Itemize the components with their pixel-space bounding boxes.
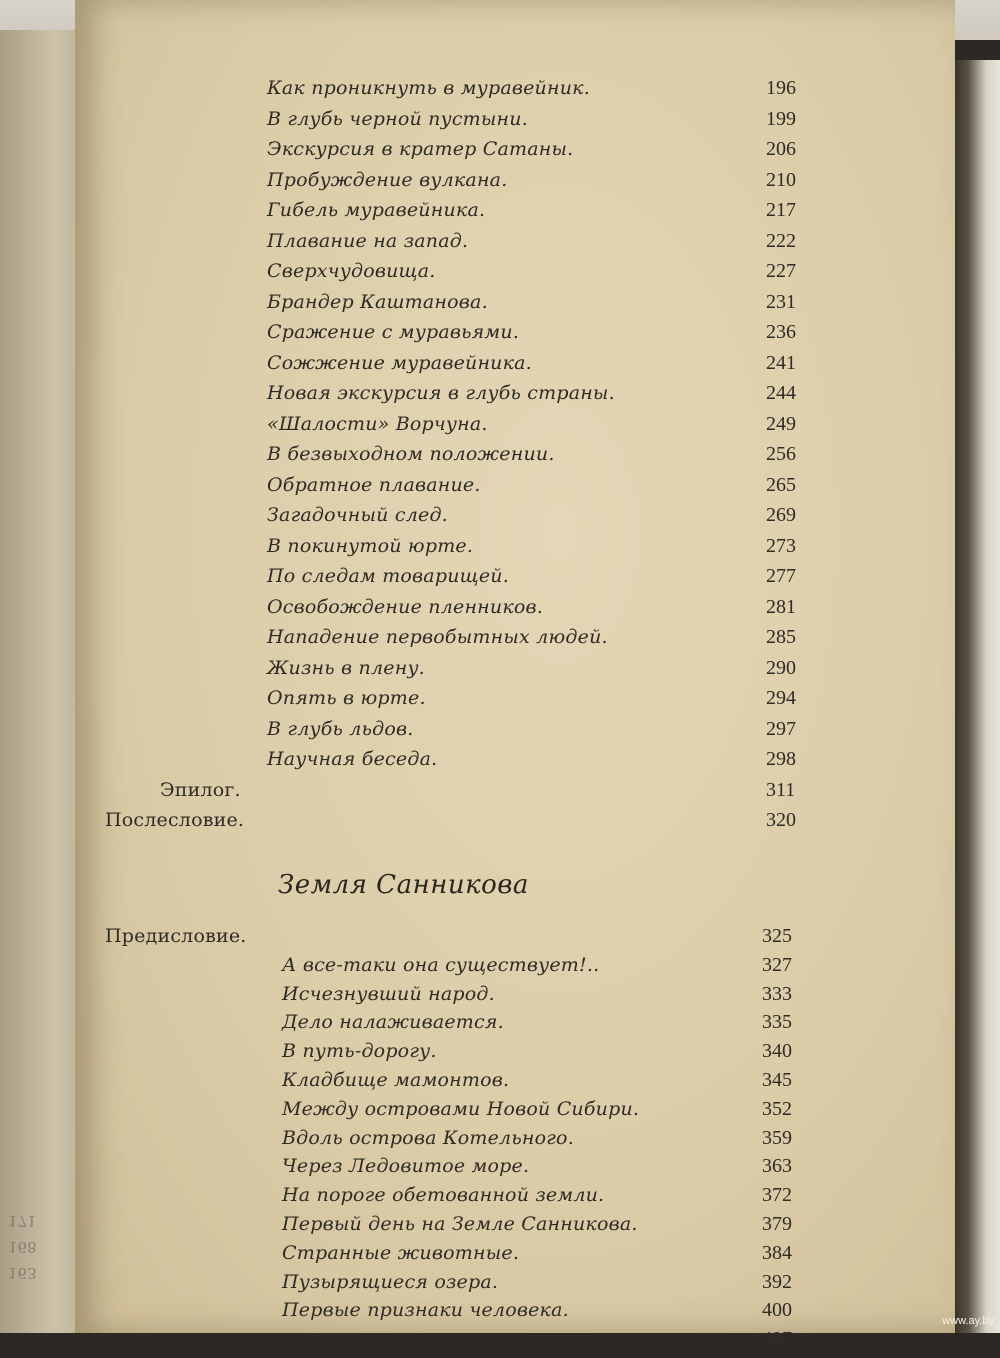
toc-entry [75, 230, 955, 260]
toc-entry-title: Дело налаживается. [282, 1011, 504, 1034]
toc-entry-page-number: 359 [762, 1126, 792, 1149]
toc-entry-title: Первые признаки человека. [282, 1299, 569, 1322]
toc-entry-page-number: 327 [762, 953, 792, 976]
toc-entry [75, 718, 955, 748]
toc-entry-title: Пузырящиеся озера. [282, 1270, 499, 1293]
toc-entry-page-number: 311 [766, 778, 796, 801]
toc-entry [75, 291, 955, 321]
toc-entry-page-number: 325 [762, 925, 792, 947]
toc-entry-title: Научная беседа. [267, 748, 438, 770]
toc-entry-page-number: 363 [762, 1155, 792, 1178]
toc-entry-page-number: 294 [766, 687, 796, 709]
toc-entry-page-number: 340 [762, 1040, 792, 1063]
toc-entry-title: Через Ледовитое море. [282, 1155, 530, 1178]
toc-entry-page-number: 333 [762, 982, 792, 1005]
toc-entry [75, 925, 955, 955]
toc-entry [75, 1299, 955, 1329]
toc-entry [75, 535, 955, 565]
toc-entry-title: Первый день на Земле Санникова. [282, 1213, 638, 1235]
toc-entry [75, 138, 955, 168]
toc-entry-title: Послесловие. [105, 809, 245, 831]
toc-entry-title: В путь-дорогу. [282, 1040, 437, 1063]
toc-entry-title: Вдоль острова Котельного. [282, 1126, 574, 1149]
toc-entry-title: Пробуждение вулкана. [267, 168, 508, 191]
toc-entry-page-number: 345 [762, 1069, 792, 1091]
toc-entry-page-number: 265 [766, 473, 796, 496]
margin-note: 163 [8, 1264, 37, 1282]
toc-entry-page-number: 256 [766, 443, 796, 465]
toc-entry [75, 1069, 955, 1099]
toc-entry-title: «Шалости» Ворчуна. [267, 412, 488, 435]
toc-entry-page-number: 269 [766, 504, 796, 526]
toc-entry [75, 199, 955, 229]
toc-entry-title: На пороге обетованной земли. [282, 1184, 605, 1207]
toc-entry [75, 1040, 955, 1070]
toc-entry [75, 474, 955, 504]
toc-entry [75, 1011, 955, 1041]
toc-entry [75, 1184, 955, 1214]
margin-notes [8, 1208, 78, 1286]
toc-entry-title: А все-таки она существует!.. [282, 953, 600, 976]
toc-entry-page-number: 210 [766, 168, 796, 191]
toc-entry-page-number: 231 [766, 290, 796, 313]
toc-entry-page-number: 320 [766, 809, 796, 831]
toc-entry-page-number: 217 [766, 199, 796, 221]
toc-entry [75, 352, 955, 382]
toc-entry-page-number: 372 [762, 1184, 792, 1207]
toc-entry [75, 443, 955, 473]
toc-entry [75, 809, 955, 839]
toc-entry-page-number: 199 [766, 107, 796, 130]
toc-entry-page-number: 281 [766, 595, 796, 618]
toc-entry-title: Предисловие. [105, 925, 247, 947]
toc-entry-page-number: 352 [762, 1097, 792, 1120]
toc-entry [75, 260, 955, 290]
toc-entry-title: Как проникнуть в муравейник. [267, 77, 590, 99]
toc-entry-title: Сражение с муравьями. [267, 321, 520, 343]
toc-entry [75, 382, 955, 412]
toc-entry-page-number: 244 [766, 382, 796, 404]
toc-entry [75, 413, 955, 443]
margin-note: 168 [8, 1238, 37, 1256]
toc-entry-title: Загадочный след. [267, 504, 448, 526]
toc-entry [75, 1242, 955, 1272]
toc-entry [75, 1271, 955, 1301]
toc-entry-title: В глубь черной пустыни. [267, 107, 528, 130]
toc-entry-title: Исчезнувший народ. [282, 982, 495, 1005]
toc-entry [75, 1127, 955, 1157]
toc-entry [75, 169, 955, 199]
toc-entry-page-number: 392 [762, 1270, 792, 1293]
toc-entry-page-number: 249 [766, 412, 796, 435]
toc-entry [75, 1098, 955, 1128]
toc-entry-title: В покинутой юрте. [267, 534, 474, 557]
toc-entry [75, 565, 955, 595]
toc-entry [75, 1213, 955, 1243]
toc-entry [75, 779, 955, 809]
toc-entry-title: Странные животные. [282, 1241, 520, 1264]
toc-entry-title: Обратное плавание. [267, 473, 481, 496]
toc-entry-title: Жизнь в плену. [267, 656, 425, 679]
toc-entry-title: Экскурсия в кратер Сатаны. [267, 138, 574, 160]
toc-entry-page-number: 236 [766, 321, 796, 343]
background-right-edge [955, 60, 1000, 1333]
toc-entry-title: Брандер Каштанова. [267, 290, 488, 313]
toc-entry-page-number: 384 [762, 1241, 792, 1264]
toc-entry-title: По следам товарищей. [267, 565, 509, 587]
toc-entry [75, 983, 955, 1013]
toc-entry-page-number: 298 [766, 748, 796, 770]
toc-entry-title: Опять в юрте. [267, 687, 426, 709]
toc-entry-page-number: 222 [766, 229, 796, 252]
watermark: www.ay.by [942, 1315, 994, 1327]
toc-entry-title: Сожжение муравейника. [267, 351, 532, 374]
toc-entry-page-number: 206 [766, 138, 796, 160]
toc-entry-title: Освобождение пленников. [267, 595, 543, 618]
toc-entry-page-number: 227 [766, 260, 796, 282]
toc-entry-page-number: 379 [762, 1213, 792, 1235]
margin-note: 171 [8, 1212, 37, 1230]
toc-entry-title: Нападение первобытных людей. [267, 626, 608, 648]
toc-entry [75, 657, 955, 687]
toc-entry-title: Сверхчудовища. [267, 260, 436, 282]
toc-entry-title: В глубь льдов. [267, 717, 414, 740]
toc-entry-title: Гибель муравейника. [267, 199, 486, 221]
toc-entry-title: Кладбище мамонтов. [282, 1069, 510, 1091]
toc-entry-page-number: 400 [762, 1299, 792, 1322]
toc-entry [75, 687, 955, 717]
toc-entry [75, 108, 955, 138]
toc-entry [75, 748, 955, 778]
toc-entry [75, 1155, 955, 1185]
toc-entry-page-number: 290 [766, 656, 796, 679]
toc-entry [75, 954, 955, 984]
toc-entry-title: В безвыходном положении. [267, 443, 555, 465]
toc-entry [75, 626, 955, 656]
toc-entry-title: Эпилог. [160, 778, 241, 801]
toc-entry-page-number: 297 [766, 717, 796, 740]
toc-entry-title: Новая экскурсия в глубь страны. [267, 382, 615, 404]
toc-entry-page-number: 285 [766, 626, 796, 648]
toc-entry-page-number: 273 [766, 534, 796, 557]
toc-entry [75, 596, 955, 626]
section-heading: Земля Санникова [278, 870, 529, 900]
toc-entry-page-number: 335 [762, 1011, 792, 1034]
toc-entry-page-number: 407 [762, 1328, 792, 1351]
book-page [75, 0, 955, 1351]
toc-entry-page-number: 241 [766, 351, 796, 374]
toc-entry-title: Плавание на запад. [267, 229, 469, 252]
toc-entry-page-number: 277 [766, 565, 796, 587]
toc-entry-page-number: 196 [766, 77, 796, 99]
toc-entry [75, 77, 955, 107]
toc-entry [75, 321, 955, 351]
toc-entry-title: Между островами Новой Сибири. [282, 1097, 640, 1120]
toc-entry [75, 504, 955, 534]
